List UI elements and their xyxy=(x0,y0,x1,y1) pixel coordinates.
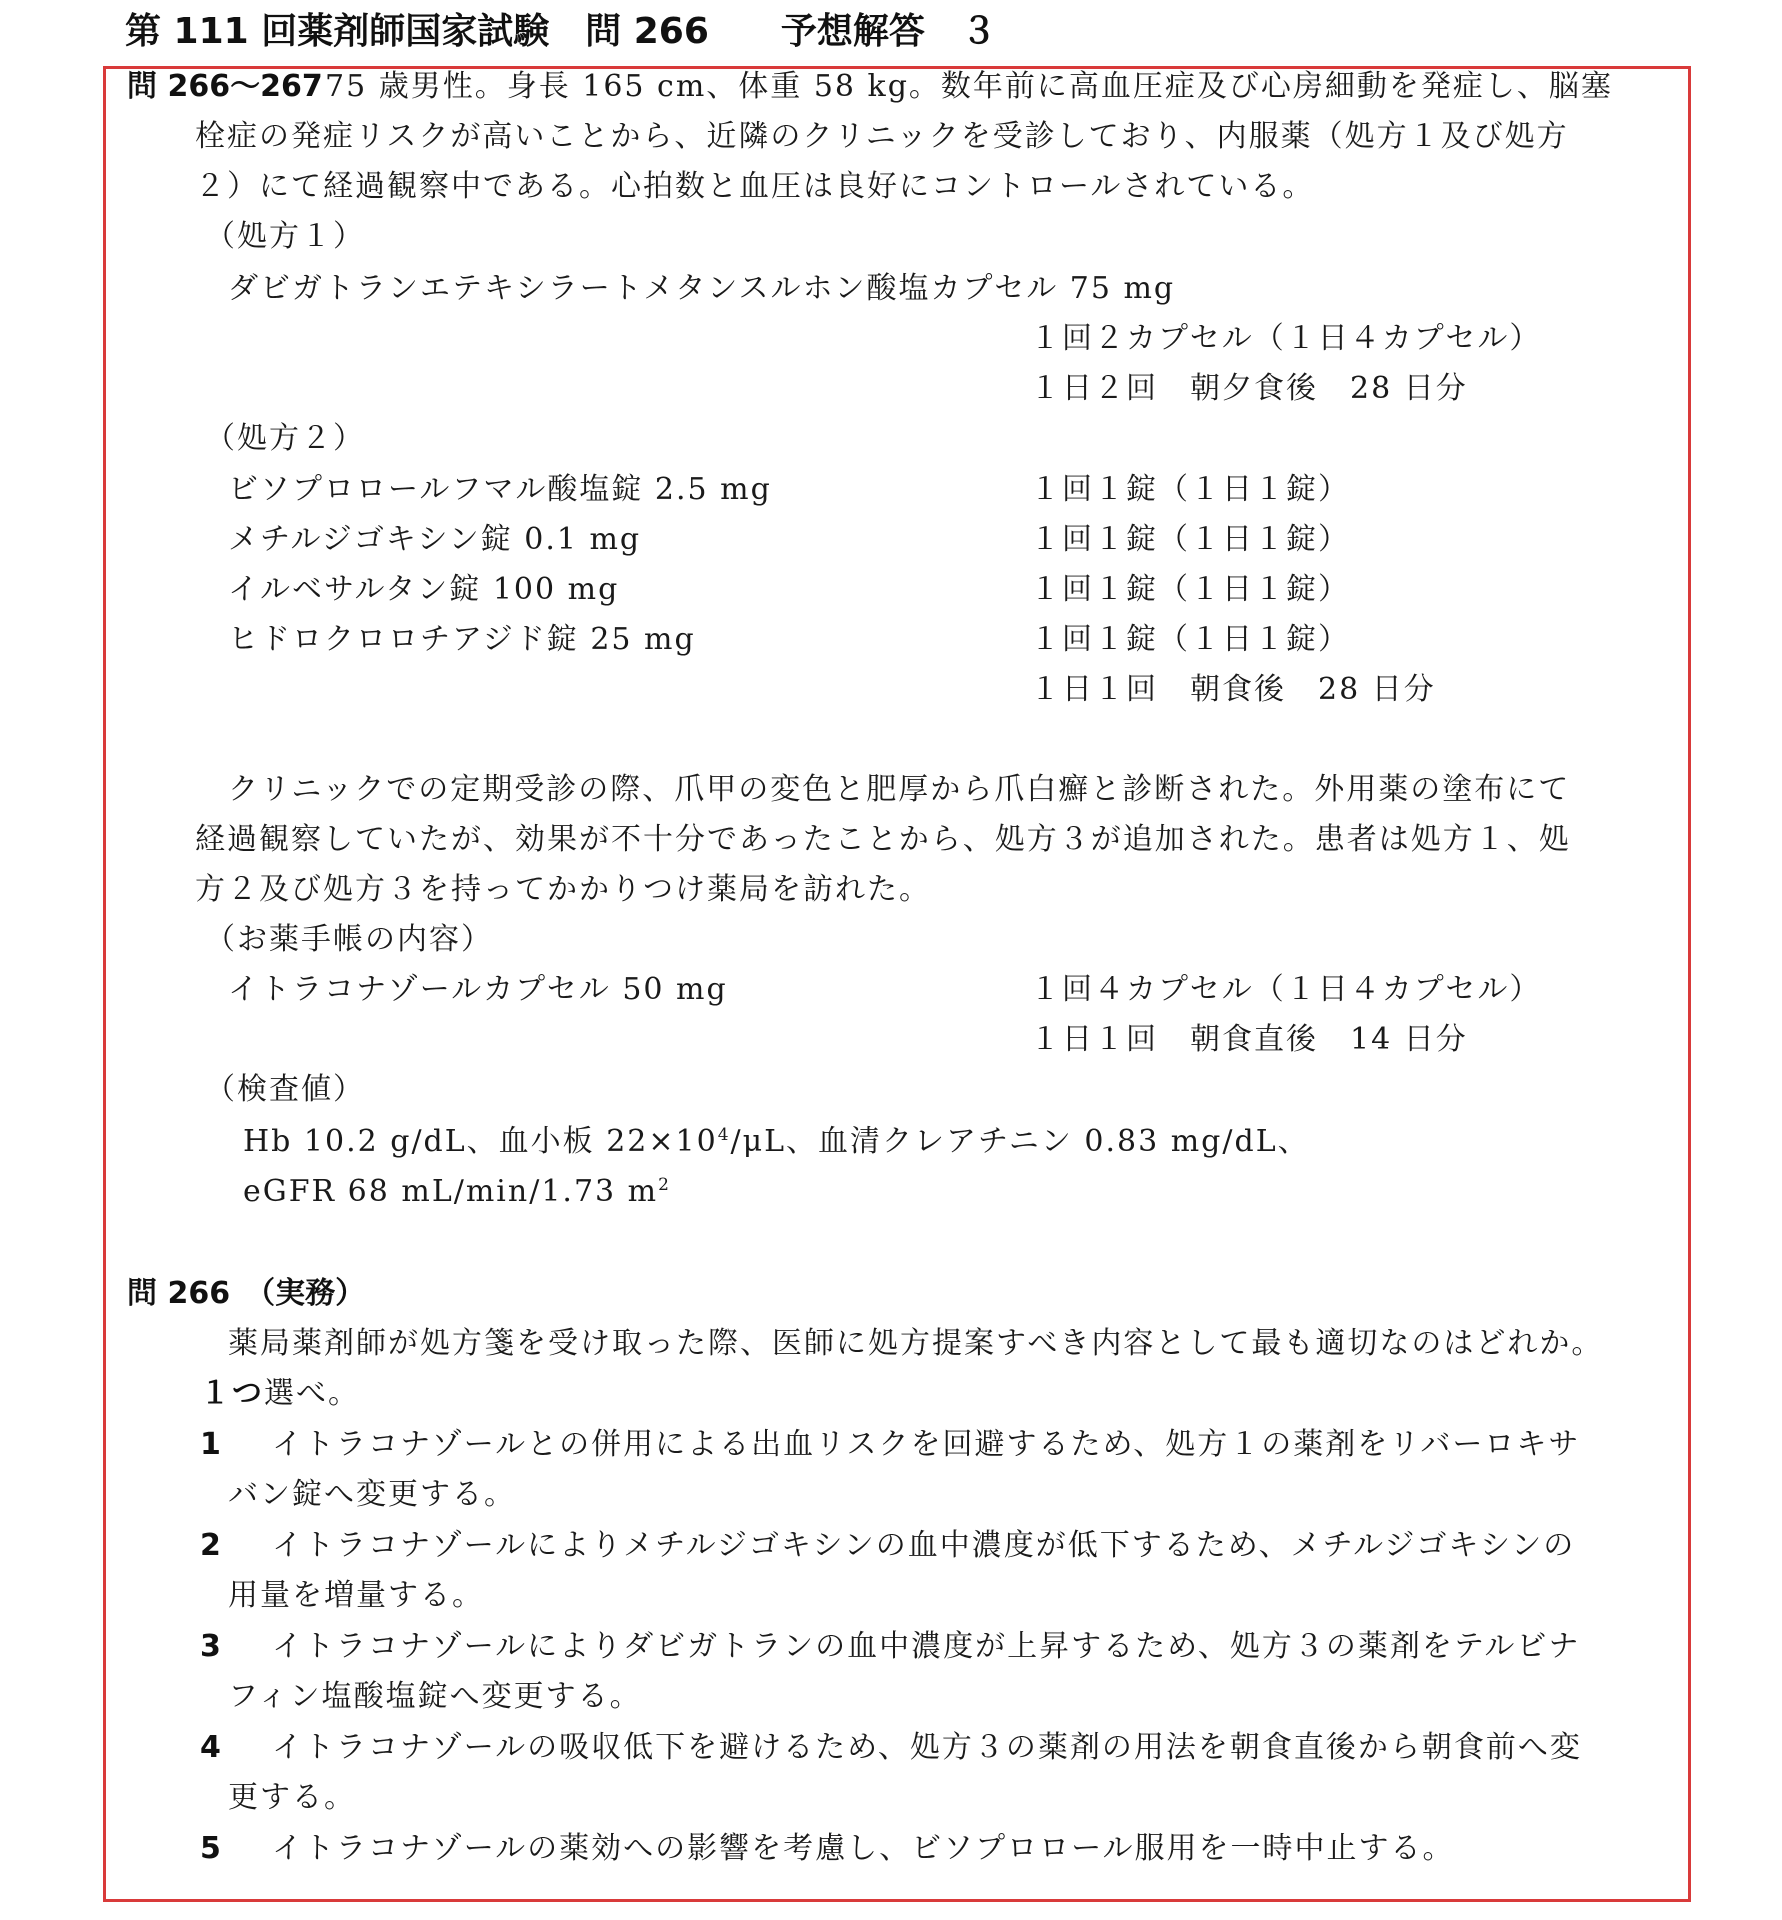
rx1-dose: １回２カプセル（１日４カプセル） xyxy=(1030,321,1542,356)
rx1-heading: （処方１） xyxy=(205,219,365,254)
rx2-drug-dose: １回１錠（１日１錠） xyxy=(1030,572,1350,607)
option-number: 2 xyxy=(200,1528,221,1563)
option-text-cont: フィン塩酸塩錠へ変更する。 xyxy=(228,1679,642,1714)
option-text-cont: 用量を増量する。 xyxy=(228,1578,484,1613)
rx1-schedule: １日２回 朝夕食後 28 日分 xyxy=(1030,371,1468,406)
labs-heading: （検査値） xyxy=(205,1072,365,1107)
option-text: イトラコナゾールによりダビガトランの血中濃度が上昇するため、処方３の薬剤をテルビナ xyxy=(272,1629,1581,1664)
rx2-schedule: １日１回 朝食後 28 日分 xyxy=(1030,672,1436,707)
page-title: 第 111 回薬剤師国家試験 問 266 予想解答 ３ xyxy=(125,11,997,52)
option-text: イトラコナゾールの吸収低下を避けるため、処方３の薬剤の用法を朝食直後から朝食前へ変 xyxy=(272,1730,1582,1765)
rx2-drug-name: ビソプロロールフマル酸塩錠 2.5 mg xyxy=(228,472,772,507)
rx2-drug-name: イルベサルタン錠 100 mg xyxy=(228,572,620,607)
rx2-drug-name: ヒドロクロロチアジド錠 25 mg xyxy=(228,622,696,657)
option-number: 4 xyxy=(200,1730,221,1765)
case-intro-line-3: ２）にて経過観察中である。心拍数と血圧は良好にコントロールされている。 xyxy=(195,169,1315,204)
labs-line-1: Hb 10.2 g/dL、血小板 $22\times 10^4/\mu L$、血清クレアチニン 0.83 mg/dL、 xyxy=(243,1124,1310,1159)
rx2-drug-dose: １回１錠（１日１錠） xyxy=(1030,622,1350,657)
rx2-drug-name: メチルジゴキシン錠 0.1 mg xyxy=(228,522,642,557)
notebook-schedule: １日１回 朝食直後 14 日分 xyxy=(1030,1022,1468,1057)
option-text: イトラコナゾールの薬効への影響を考慮し、ビソプロロール服用を一時中止する。 xyxy=(272,1831,1455,1866)
question-stem: 薬局薬剤師が処方箋を受け取った際、医師に処方提案すべき内容として最も適切なのはどれか。 xyxy=(228,1326,1604,1361)
rx2-drug-dose: １回１錠（１日１錠） xyxy=(1030,522,1350,557)
para2-line-2: 経過観察していたが、効果が不十分であったことから、処方３が追加された。患者は処方１、処 xyxy=(195,822,1571,857)
rx2-drug-dose: １回１錠（１日１錠） xyxy=(1030,472,1350,507)
option-text-cont: バン錠へ変更する。 xyxy=(228,1477,516,1512)
rx2-heading: （処方２） xyxy=(205,421,365,456)
option-number: 1 xyxy=(200,1427,221,1462)
option-text: イトラコナゾールによりメチルジゴキシンの血中濃度が低下するため、メチルジゴキシンの xyxy=(272,1528,1576,1563)
option-text: イトラコナゾールとの併用による出血リスクを回避するため、処方１の薬剤をリバーロキサ xyxy=(272,1427,1581,1462)
notebook-heading: （お薬手帳の内容） xyxy=(205,922,493,957)
case-intro-line-2: 栓症の発症リスクが高いことから、近隣のクリニックを受診しており、内服薬（処方１及び処方 xyxy=(195,119,1569,154)
case-intro-line-1: 75 歳男性。身長 165 cm、体重 58 kg。数年前に高血圧症及び心房細動を発症し、脳塞 xyxy=(325,69,1613,104)
question-label: 問 266 （実務） xyxy=(127,1276,366,1311)
notebook-dose: １回４カプセル（１日４カプセル） xyxy=(1030,972,1542,1007)
option-text-cont: 更する。 xyxy=(228,1780,356,1815)
option-number: 5 xyxy=(200,1831,221,1866)
para2-line-1: クリニックでの定期受診の際、爪甲の変色と肥厚から爪白癬と診断された。外用薬の塗布にて xyxy=(228,772,1571,807)
para2-line-3: 方２及び処方３を持ってかかりつけ薬局を訪れた。 xyxy=(195,872,931,907)
notebook-drug: イトラコナゾールカプセル 50 mg xyxy=(228,972,728,1007)
question-stem-tail: １つ選べ。 xyxy=(200,1376,360,1411)
case-label: 問 266〜267 xyxy=(127,69,323,104)
select-count: １つ xyxy=(200,1376,264,1411)
option-number: 3 xyxy=(200,1629,221,1664)
rx1-drug: ダビガトランエテキシラートメタンスルホン酸塩カプセル 75 mg xyxy=(228,271,1176,306)
labs-line-2: eGFR 68 mL/min/1.73 $m^2$ xyxy=(243,1174,671,1209)
